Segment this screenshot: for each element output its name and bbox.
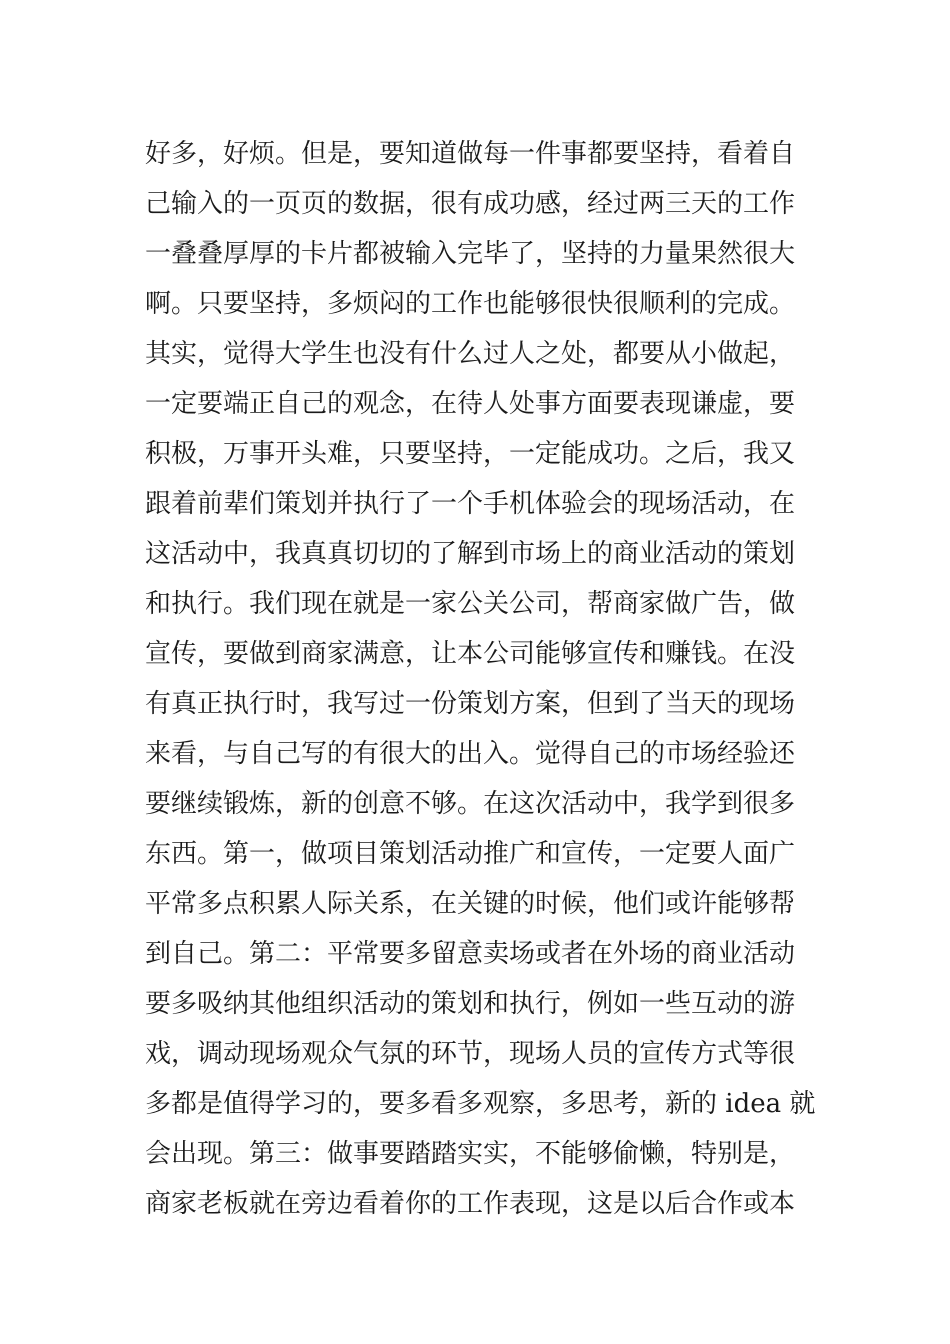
text-line: 宣传，要做到商家满意，让本公司能够宣传和赚钱。在没 <box>145 639 796 669</box>
text-line: 到自己。第二：平常要多留意卖场或者在外场的商业活动 <box>145 939 796 969</box>
text-line: 平常多点积累人际关系，在关键的时候，他们或许能够帮 <box>145 889 796 919</box>
text-line: 啊。只要坚持，多烦闷的工作也能够很快很顺利的完成。 <box>145 289 796 319</box>
text-line: 要多吸纳其他组织活动的策划和执行，例如一些互动的游 <box>145 989 796 1019</box>
text-line: 戏，调动现场观众气氛的环节，现场人员的宣传方式等很 <box>145 1039 796 1069</box>
text-line: 己输入的一页页的数据，很有成功感，经过两三天的工作 <box>145 189 796 219</box>
text-line: 一定要端正自己的观念，在待人处事方面要表现谦虚，要 <box>145 389 796 419</box>
text-line: 商家老板就在旁边看着你的工作表现，这是以后合作或本 <box>145 1189 796 1219</box>
body-text <box>145 129 825 1229</box>
text-line: 有真正执行时，我写过一份策划方案，但到了当天的现场 <box>145 689 796 719</box>
text-line: 跟着前辈们策划并执行了一个手机体验会的现场活动，在 <box>145 489 796 519</box>
text-line: 一叠叠厚厚的卡片都被输入完毕了，坚持的力量果然很大 <box>145 239 796 269</box>
text-line: 多都是值得学习的，要多看多观察，多思考，新的 idea 就 <box>145 1089 816 1119</box>
text-line: 来看，与自己写的有很大的出入。觉得自己的市场经验还 <box>145 739 796 769</box>
text-line: 要继续锻炼，新的创意不够。在这次活动中，我学到很多 <box>145 789 796 819</box>
text-line: 东西。第一，做项目策划活动推广和宣传，一定要人面广 <box>145 839 796 869</box>
text-line: 和执行。我们现在就是一家公关公司，帮商家做广告，做 <box>145 589 796 619</box>
text-line: 其实，觉得大学生也没有什么过人之处，都要从小做起， <box>145 339 796 369</box>
text-line: 会出现。第三：做事要踏踏实实，不能够偷懒，特别是， <box>145 1139 796 1169</box>
text-line: 积极，万事开头难，只要坚持，一定能成功。之后，我又 <box>145 439 796 469</box>
text-line: 这活动中，我真真切切的了解到市场上的商业活动的策划 <box>145 539 796 569</box>
text-line: 好多，好烦。但是，要知道做每一件事都要坚持，看着自 <box>145 139 796 169</box>
